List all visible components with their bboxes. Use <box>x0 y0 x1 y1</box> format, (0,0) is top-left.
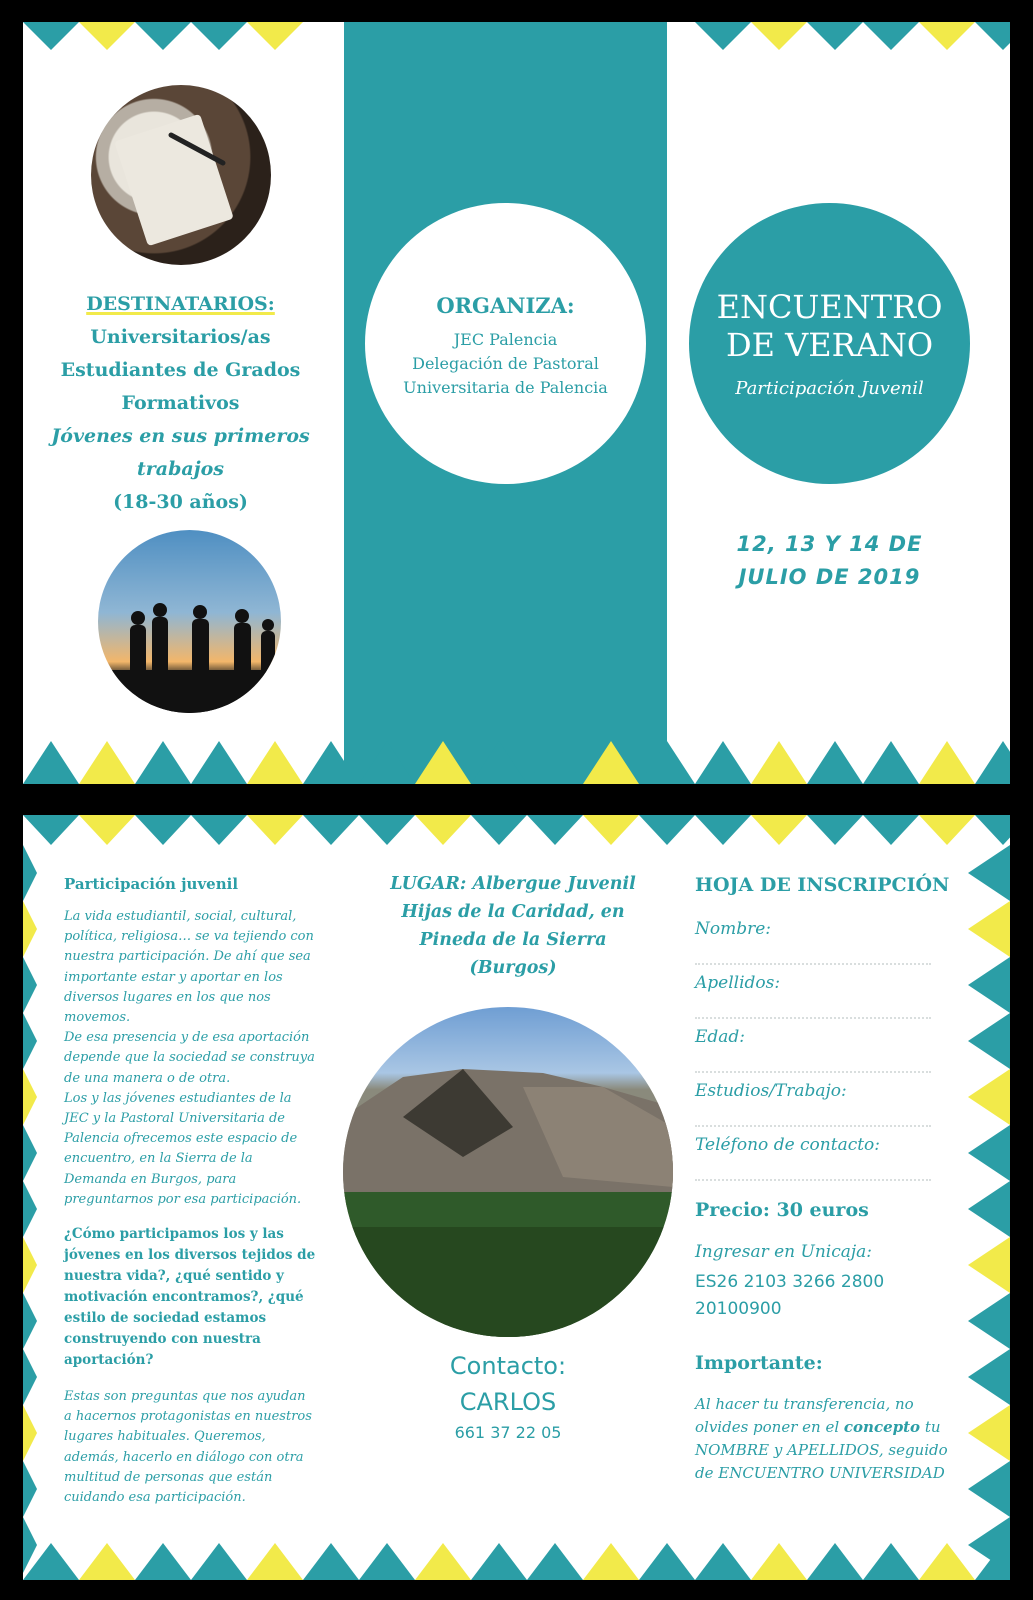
lugar-block <box>363 870 663 982</box>
destinatarios-line: Formativos <box>121 392 240 414</box>
triangle-pattern-top <box>23 22 1010 50</box>
form-field-label: Estudios/Trabajo: <box>695 1081 847 1101</box>
pattern-triangle <box>23 22 79 50</box>
closing-text-line: multitud de personas que están <box>64 1469 273 1485</box>
pattern-triangle <box>303 741 359 784</box>
pattern-triangle <box>863 1543 919 1580</box>
closing-text-line: además, hacerlo en diálogo con otra <box>64 1449 304 1465</box>
form-field-input-line[interactable] <box>695 1017 931 1019</box>
participacion-heading: Participación juvenil <box>64 875 239 893</box>
pattern-triangle <box>247 815 303 845</box>
intro-text-line: De esa presencia y de esa aportación <box>64 1030 310 1046</box>
intro-text-line: de una manera o de otra. <box>64 1070 231 1086</box>
silhouettes-image <box>98 530 281 713</box>
pattern-triangle <box>415 1543 471 1580</box>
pattern-triangle <box>527 741 583 784</box>
question-text-line: construyendo con nuestra <box>64 1331 261 1348</box>
destinatarios-block <box>43 288 318 519</box>
pattern-triangle <box>639 741 695 784</box>
bank-label: Ingresar en Unicaja: <box>695 1242 873 1262</box>
question-text-line: estilo de sociedad estamos <box>64 1310 267 1327</box>
participacion-closing-text <box>64 1387 334 1508</box>
pattern-triangle <box>968 1125 1010 1181</box>
pattern-triangle <box>415 741 471 784</box>
lugar-line: (Burgos) <box>469 958 557 978</box>
pattern-triangle <box>968 957 1010 1013</box>
form-field-label: Teléfono de contacto: <box>695 1135 881 1155</box>
pattern-triangle <box>807 741 863 784</box>
iban-block <box>695 1269 884 1323</box>
pattern-triangle <box>639 1543 695 1580</box>
pattern-triangle <box>135 22 191 50</box>
question-text-line: jóvenes en los diversos tejidos de <box>64 1247 316 1264</box>
pattern-triangle <box>135 741 191 784</box>
pattern-triangle <box>191 741 247 784</box>
pattern-triangle <box>471 741 527 784</box>
lugar-line: LUGAR: Albergue Juvenil <box>390 874 636 894</box>
pattern-triangle <box>919 741 975 784</box>
question-text-line: nuestra vida?, ¿qué sentido y <box>64 1268 284 1285</box>
pattern-triangle <box>23 845 37 901</box>
destinatarios-line: (18-30 años) <box>113 491 248 513</box>
back-sheet <box>23 815 1010 1580</box>
organiza-line: JEC Palencia <box>453 330 558 349</box>
pattern-triangle <box>583 1543 639 1580</box>
pattern-triangle <box>975 22 1010 50</box>
pattern-triangle <box>695 741 751 784</box>
intro-text-line: Palencia ofrecemos este espacio de <box>64 1131 298 1147</box>
participacion-intro-text <box>64 907 334 1210</box>
organiza-line: Delegación de Pastoral <box>412 354 599 373</box>
pattern-triangle <box>639 815 695 845</box>
pattern-triangle <box>191 1543 247 1580</box>
inscripcion-heading: HOJA DE INSCRIPCIÓN <box>695 874 950 896</box>
pattern-triangle <box>247 1543 303 1580</box>
pattern-triangle <box>359 815 415 845</box>
pattern-triangle <box>23 1125 37 1181</box>
pattern-triangle <box>968 1405 1010 1461</box>
pattern-triangle <box>23 741 79 784</box>
pattern-triangle <box>968 845 1010 901</box>
intro-text-line: movemos. <box>64 1010 131 1026</box>
pattern-triangle <box>303 815 359 845</box>
destinatarios-line: Jóvenes en sus primeros <box>51 425 310 447</box>
contact-phone: 661 37 22 05 <box>454 1423 562 1442</box>
participacion-questions <box>64 1224 334 1371</box>
pattern-triangle <box>23 1461 37 1517</box>
important-heading: Importante: <box>695 1352 823 1374</box>
pattern-triangle <box>919 22 975 50</box>
form-field-label: Nombre: <box>695 919 772 939</box>
iban-line2: 20100900 <box>695 1299 782 1319</box>
pattern-triangle <box>23 1293 37 1349</box>
pattern-triangle <box>919 1543 975 1580</box>
pattern-triangle <box>23 1349 37 1405</box>
intro-text-line: importante estar y aportar en los <box>64 969 283 985</box>
intro-text-line: JEC y la Pastoral Universitaria de <box>64 1111 285 1127</box>
intro-text-line: depende que la sociedad se construya <box>64 1050 315 1066</box>
silhouettes-sunset-photo <box>98 530 281 713</box>
note-text: tu NOMBRE y APELLIDOS, seguido de ENCUENTRO UNIVERSIDAD <box>695 1418 948 1482</box>
pattern-triangle <box>751 1543 807 1580</box>
intro-text-line: La vida estudiantil, social, cultural, <box>64 909 297 924</box>
question-text-line: aportación? <box>64 1352 154 1369</box>
pattern-triangle <box>807 815 863 845</box>
contact-block <box>363 1348 653 1446</box>
organiza-circle <box>365 203 646 484</box>
triangle-pattern-bottom <box>23 741 1010 784</box>
pattern-triangle <box>471 815 527 845</box>
lugar-line: Hijas de la Caridad, en <box>401 902 625 922</box>
pattern-triangle <box>359 1543 415 1580</box>
pattern-triangle <box>583 815 639 845</box>
pattern-triangle <box>695 1543 751 1580</box>
organiza-line: Universitaria de Palencia <box>403 378 608 397</box>
closing-text-line: Estas son preguntas que nos ayudan <box>64 1389 306 1405</box>
front-sheet <box>23 22 1010 784</box>
event-date <box>689 528 970 594</box>
price-label: Precio: 30 euros <box>695 1199 869 1221</box>
pattern-triangle <box>527 1543 583 1580</box>
cover-title-circle <box>689 203 970 484</box>
pattern-triangle <box>79 1543 135 1580</box>
pattern-triangle <box>23 815 79 845</box>
pattern-triangle <box>23 1181 37 1237</box>
intro-text-line: nuestra participación. De ahí que sea <box>64 949 311 965</box>
pattern-triangle <box>968 1237 1010 1293</box>
pattern-triangle <box>975 741 1010 784</box>
pattern-triangle <box>919 815 975 845</box>
pattern-triangle <box>23 1013 37 1069</box>
intro-text-line: política, religiosa… se va tejiendo con <box>64 929 314 945</box>
intro-text-line: encuentro, en la Sierra de la <box>64 1151 253 1167</box>
pattern-triangle <box>968 1181 1010 1237</box>
pattern-triangle <box>79 815 135 845</box>
pattern-triangle <box>751 741 807 784</box>
organiza-heading: ORGANIZA: <box>436 293 575 318</box>
notebook-image <box>91 85 271 265</box>
form-field-input-line[interactable] <box>695 1125 931 1127</box>
pattern-triangle <box>79 741 135 784</box>
form-field-input-line[interactable] <box>695 963 931 965</box>
pattern-triangle <box>807 1543 863 1580</box>
pattern-triangle <box>863 741 919 784</box>
pattern-triangle <box>135 815 191 845</box>
pattern-triangle <box>968 1349 1010 1405</box>
contact-name: CARLOS <box>459 1388 557 1416</box>
pattern-triangle <box>247 22 303 50</box>
pattern-triangle <box>191 815 247 845</box>
notebook-photo <box>91 85 271 265</box>
pattern-triangle <box>135 1543 191 1580</box>
important-note <box>695 1393 953 1485</box>
iban-line1: ES26 2103 3266 2800 <box>695 1272 885 1292</box>
closing-text-line: cuidando esa participación. <box>64 1490 246 1506</box>
pattern-triangle <box>968 1461 1010 1517</box>
pattern-triangle <box>527 815 583 845</box>
lugar-line: Pineda de la Sierra <box>419 930 607 950</box>
cover-title-line2: DE VERANO <box>725 326 934 364</box>
pattern-triangle <box>247 741 303 784</box>
pattern-triangle <box>863 815 919 845</box>
question-text-line: ¿Cómo participamos los y las <box>64 1226 284 1243</box>
cover-subtitle: Participación Juvenil <box>735 378 924 399</box>
event-date-line2: JULIO DE 2019 <box>738 565 921 589</box>
pattern-triangle <box>359 741 415 784</box>
destinatarios-line: trabajos <box>137 458 224 480</box>
pattern-triangle <box>751 815 807 845</box>
pattern-triangle <box>751 22 807 50</box>
pattern-triangle <box>968 1013 1010 1069</box>
question-text-line: motivación encontramos?, ¿qué <box>64 1289 304 1306</box>
pattern-triangle <box>807 22 863 50</box>
form-field-label: Edad: <box>695 1027 746 1047</box>
pattern-triangle <box>23 1237 37 1293</box>
participacion-column <box>64 875 334 1508</box>
mountain-forest-photo <box>343 1007 673 1337</box>
form-field-input-line[interactable] <box>695 1071 931 1073</box>
contact-label: Contacto: <box>449 1352 567 1380</box>
pattern-triangle <box>23 957 37 1013</box>
intro-text-line: preguntarnos por esa participación. <box>64 1191 302 1207</box>
note-bold-concepto: concepto <box>843 1418 921 1436</box>
mountain-image <box>343 1007 673 1337</box>
pattern-triangle <box>471 1543 527 1580</box>
pattern-triangle <box>968 1069 1010 1125</box>
closing-text-line: a hacernos protagonistas en nuestros <box>64 1409 312 1425</box>
pattern-triangle <box>79 22 135 50</box>
intro-text-line: Los y las jóvenes estudiantes de la <box>64 1090 292 1106</box>
cover-title-line1: ENCUENTRO <box>716 288 943 326</box>
destinatarios-heading: DESTINATARIOS: <box>86 293 275 315</box>
intro-text-line: Demanda en Burgos, para <box>64 1171 237 1187</box>
pattern-triangle <box>975 815 1010 845</box>
destinatarios-line: Universitarios/as <box>90 326 271 348</box>
pattern-triangle <box>695 22 751 50</box>
closing-text-line: lugares habituales. Queremos, <box>64 1429 266 1445</box>
pattern-triangle <box>695 815 751 845</box>
destinatarios-line: Estudiantes de Grados <box>60 359 301 381</box>
event-date-line1: 12, 13 Y 14 DE <box>736 532 923 556</box>
pattern-triangle <box>583 741 639 784</box>
pattern-triangle <box>23 901 37 957</box>
pattern-triangle <box>968 1293 1010 1349</box>
pattern-triangle <box>863 22 919 50</box>
pattern-triangle <box>303 1543 359 1580</box>
form-field-label: Apellidos: <box>695 973 781 993</box>
pattern-triangle <box>23 1069 37 1125</box>
note-text: Al hacer tu transferencia, no olvides poner en el <box>695 1395 914 1436</box>
pattern-triangle <box>23 1405 37 1461</box>
form-field-input-line[interactable] <box>695 1179 931 1181</box>
intro-text-line: diversos lugares en los que nos <box>64 989 271 1005</box>
pattern-triangle <box>415 815 471 845</box>
pattern-triangle <box>191 22 247 50</box>
pattern-triangle <box>968 901 1010 957</box>
